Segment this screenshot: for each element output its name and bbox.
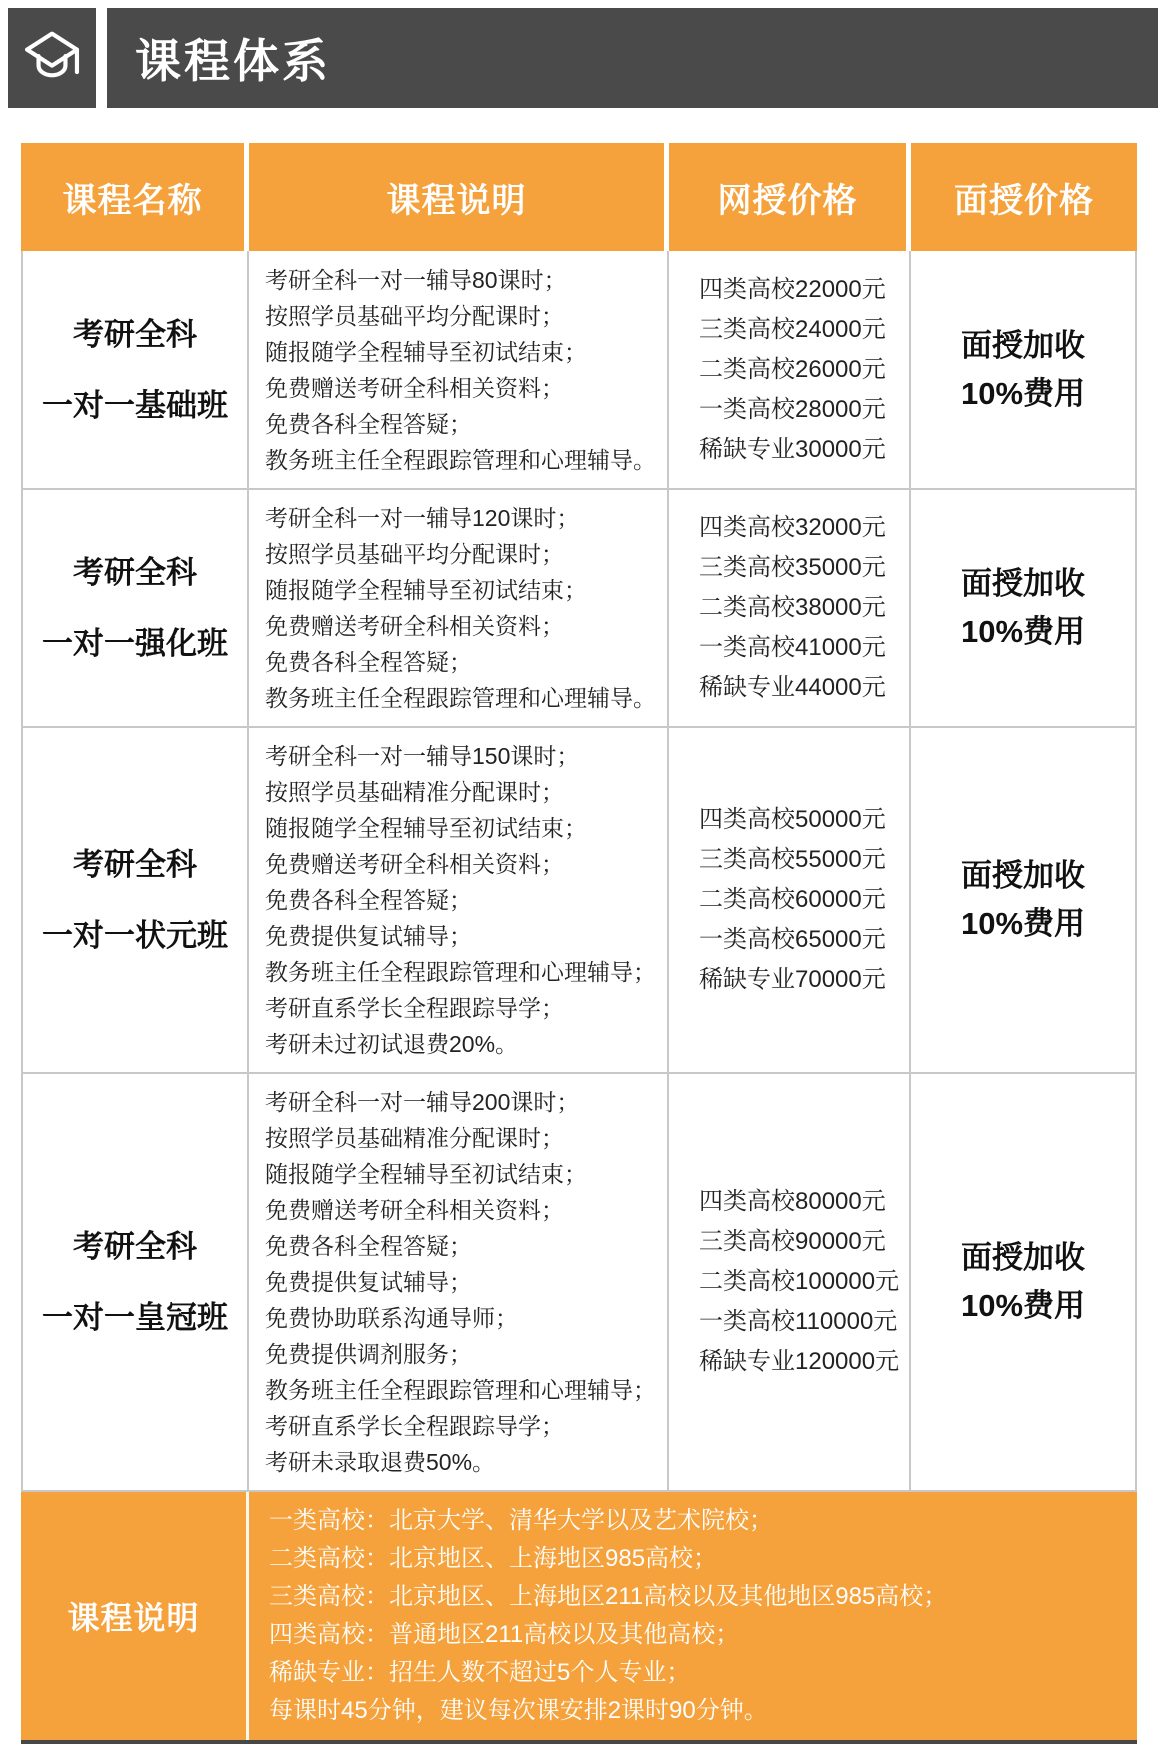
table-row-top-scholar-class [23,728,1135,1074]
footer-label: 课程说明 [67,1600,200,1636]
price-line: 稀缺专业70000元 [699,966,886,993]
graduation-cap-icon [8,8,96,108]
footer-label-cell [21,1492,249,1740]
offline-price-cell [911,490,1135,726]
offline-price-line: 10%费用 [960,614,1086,649]
note-line: 每课时45分钟，建议每次课安排2课时90分钟。 [269,1697,768,1724]
description-line: 免费协助联系沟通导师； [265,1305,518,1331]
course-name-line: 考研全科 [73,555,197,590]
description-line: 免费赠送考研全科相关资料； [265,613,564,639]
description-line: 免费赠送考研全科相关资料； [265,851,564,877]
price-line: 四类高校80000元 [699,1188,886,1215]
offline-price-line: 面授加收 [960,327,1085,363]
price-line: 稀缺专业30000元 [699,435,886,463]
price-line: 一类高校41000元 [699,634,886,661]
price-line: 三类高校24000元 [699,315,886,343]
description-line: 考研直系学长全程跟踪导学； [265,1413,564,1439]
course-name-line: 考研全科 [73,316,197,352]
description-line: 免费各科全程答疑； [265,649,472,675]
course-name-cell [23,728,249,1072]
price-line: 二类高校38000元 [699,594,886,621]
description-line: 考研全科一对一辅导150课时； [265,743,580,769]
course-name-line: 一对一强化班 [42,626,228,661]
description-line: 随报随学全程辅导至初试结束； [265,577,587,603]
online-price-cell [669,251,911,488]
price-line: 一类高校65000元 [699,926,886,953]
price-line: 二类高校100000元 [699,1268,900,1295]
description-line: 考研全科一对一辅导80课时； [265,266,567,293]
column-header-course-description: 课程说明 [249,143,669,251]
online-price-cell [669,728,911,1072]
note-line: 一类高校：北京大学、清华大学以及艺术院校； [269,1507,773,1534]
price-line: 一类高校110000元 [699,1308,898,1335]
course-description-cell [249,728,669,1072]
description-line: 免费各科全程答疑； [265,410,472,437]
description-line: 免费各科全程答疑； [265,1233,472,1259]
price-line: 四类高校32000元 [699,514,886,541]
column-header-offline-price: 面授价格 [911,143,1137,251]
course-name-line: 考研全科 [73,847,197,882]
description-line: 考研未录取退费50%。 [265,1449,496,1475]
column-header-course-name: 课程名称 [21,143,249,251]
course-name-line: 一对一状元班 [42,918,228,953]
description-line: 教务班主任全程跟踪管理和心理辅导； [265,959,656,985]
description-line: 随报随学全程辅导至初试结束； [265,1161,587,1187]
table-header-row [21,143,1137,251]
price-line: 稀缺专业44000元 [699,674,886,701]
description-line: 考研全科一对一辅导200课时； [265,1089,580,1115]
table-body [21,251,1137,1492]
price-line: 二类高校26000元 [699,355,886,383]
price-line: 三类高校35000元 [699,554,886,581]
course-description-cell [249,251,669,488]
note-line: 稀缺专业：招生人数不超过5个人专业； [269,1659,691,1686]
note-line: 二类高校：北京地区、上海地区985高校； [269,1545,718,1572]
price-line: 三类高校55000元 [699,846,886,873]
table-footer-row [21,1492,1137,1744]
description-line: 按照学员基础平均分配课时； [265,302,564,329]
description-line: 随报随学全程辅导至初试结束； [265,815,587,841]
course-name-line: 一对一皇冠班 [42,1300,228,1335]
offline-price-line: 面授加收 [960,566,1085,601]
description-line: 免费提供复试辅导； [265,1269,472,1295]
course-name-line: 一对一基础班 [42,387,228,423]
offline-price-line: 面授加收 [960,1240,1085,1275]
price-line: 二类高校60000元 [699,886,886,913]
offline-price-cell [911,1074,1135,1490]
offline-price-cell [911,728,1135,1072]
column-header-online-price: 网授价格 [669,143,911,251]
description-line: 免费赠送考研全科相关资料； [265,1197,564,1223]
course-name-cell [23,251,249,488]
online-price-cell [669,1074,911,1490]
footer-notes-cell [249,1492,1137,1740]
title-bar [107,8,1158,108]
price-line: 一类高校28000元 [699,395,886,423]
description-line: 教务班主任全程跟踪管理和心理辅导。 [265,685,656,711]
description-line: 免费赠送考研全科相关资料； [265,374,564,401]
description-line: 考研直系学长全程跟踪导学； [265,995,564,1021]
offline-price-line: 10%费用 [960,375,1086,411]
price-line: 四类高校22000元 [699,275,886,303]
description-line: 按照学员基础平均分配课时； [265,541,564,567]
note-line: 四类高校：普通地区211高校以及其他高校； [269,1621,740,1648]
online-price-cell [669,490,911,726]
table-row-intensive-class [23,490,1135,728]
offline-price-line: 10%费用 [960,906,1086,941]
price-line: 三类高校90000元 [699,1228,886,1255]
price-line: 稀缺专业120000元 [699,1348,900,1375]
note-line: 三类高校：北京地区、上海地区211高校以及其他地区985高校； [269,1583,948,1610]
description-line: 按照学员基础精准分配课时； [265,779,564,805]
description-line: 考研全科一对一辅导120课时； [265,505,580,531]
top-banner [8,8,1158,108]
course-name-cell [23,1074,249,1490]
table-row-crown-class [23,1074,1135,1492]
description-line: 考研未过初试退费20%。 [265,1031,519,1057]
page-title: 课程体系 [135,35,331,87]
table-row-basic-class [23,251,1135,490]
course-description-cell [249,1074,669,1490]
description-line: 教务班主任全程跟踪管理和心理辅导。 [265,446,656,473]
description-line: 免费提供调剂服务； [265,1341,472,1367]
description-line: 教务班主任全程跟踪管理和心理辅导； [265,1377,656,1403]
offline-price-line: 10%费用 [960,1288,1086,1323]
price-line: 四类高校50000元 [699,806,886,833]
pricing-table [21,143,1137,1744]
description-line: 按照学员基础精准分配课时； [265,1125,564,1151]
description-line: 随报随学全程辅导至初试结束； [265,338,587,365]
offline-price-cell [911,251,1135,488]
description-line: 免费提供复试辅导； [265,923,472,949]
course-name-cell [23,490,249,726]
offline-price-line: 面授加收 [960,858,1085,893]
description-line: 免费各科全程答疑； [265,887,472,913]
course-name-line: 考研全科 [73,1229,197,1264]
course-description-cell [249,490,669,726]
